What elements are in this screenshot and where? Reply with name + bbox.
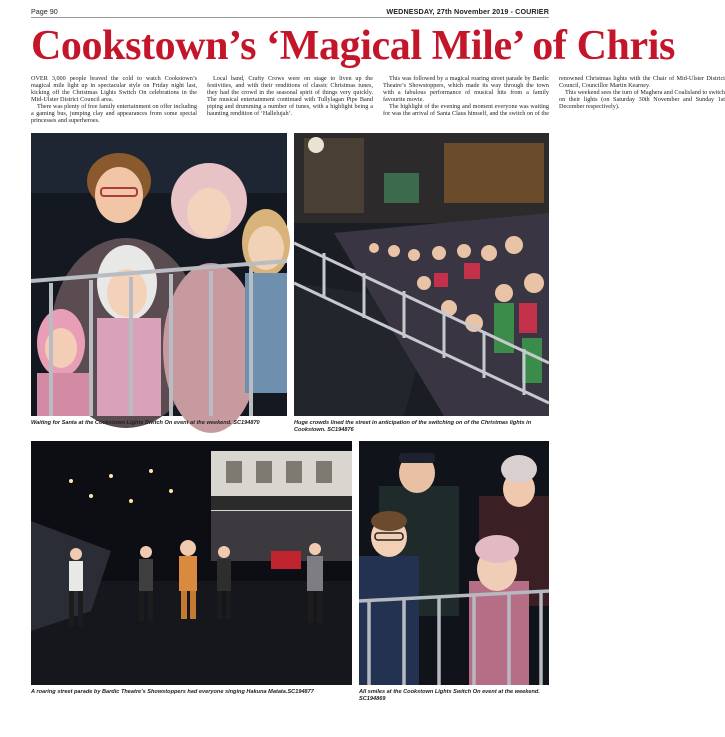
article-paragraph: Local band, Crafty Crows were on stage to liven up the festivities, and with their renditions of classic Christmas tunes, they had the crowd in the seasonal spirit of things very quickly. The musical entertainment continued with Tullylagan Pipe Band piping and drumming a number of tunes, with a highlight being a haunting rendition of ‘Hallelujah’. <box>207 75 373 118</box>
headline: Cookstown’s ‘Magical Mile’ of Chris <box>31 23 675 69</box>
photo-street-parade <box>31 441 352 685</box>
page-number: Page 90 <box>31 7 58 16</box>
photo-all-smiles <box>359 441 549 685</box>
photo-caption: Huge crowds lined the street in anticipation of the switching on of the Christmas lights in Cookstown. SC194876 <box>294 420 532 433</box>
photo-caption: A roaring street parade by Bardic Theatre’s Showstoppers had everyone singing Hakuna Matata.SC194877 <box>31 689 314 695</box>
article-paragraph: The highlight of the evening and moment everyone was waiting for was the arrival of Santa Claus himself, and the switch on of the renowned Christmas lights with the Chair of Mid-Ulster District Council, Councillor Martin Kearney. <box>383 75 725 118</box>
article-paragraph: This weekend sees the turn of Maghera and Coalisland to switch on their lights (on Saturday 30th November and Sunday 1st December respectively). <box>559 89 725 111</box>
article-paragraph: This was followed by a magical roaring street parade by Bardic Theatre’s Showstoppers, which made its way through the town with a fabulous performance of musical hits from a family favourite movie. <box>383 75 549 104</box>
photo-caption: All smiles at the Cookstown Lights Switch On event at the weekend. SC194869 <box>359 689 540 702</box>
photo-caption: Waiting for Santa at the Cookstown Lights Switch On event at the weekend. SC194870 <box>31 420 260 426</box>
folio-rule <box>31 17 549 18</box>
photo-crowds <box>294 133 549 416</box>
article-paragraph: OVER 3,000 people braved the cold to watch Cookstown’s magical mile light up in spectacular style on Friday night last, kicking off the Christmas Lights Switch On celebrations in the Mid-Ulster District Council area. <box>31 75 197 104</box>
dateline: WEDNESDAY, 27th November 2019 - COURIER <box>386 7 549 16</box>
photo-waiting-for-santa <box>31 133 287 416</box>
article-paragraph: There was plenty of free family entertainment on offer including a gaming bus, jumping clay and appearances from some special princesses and superheroes. <box>31 103 197 125</box>
article-body <box>31 75 725 127</box>
